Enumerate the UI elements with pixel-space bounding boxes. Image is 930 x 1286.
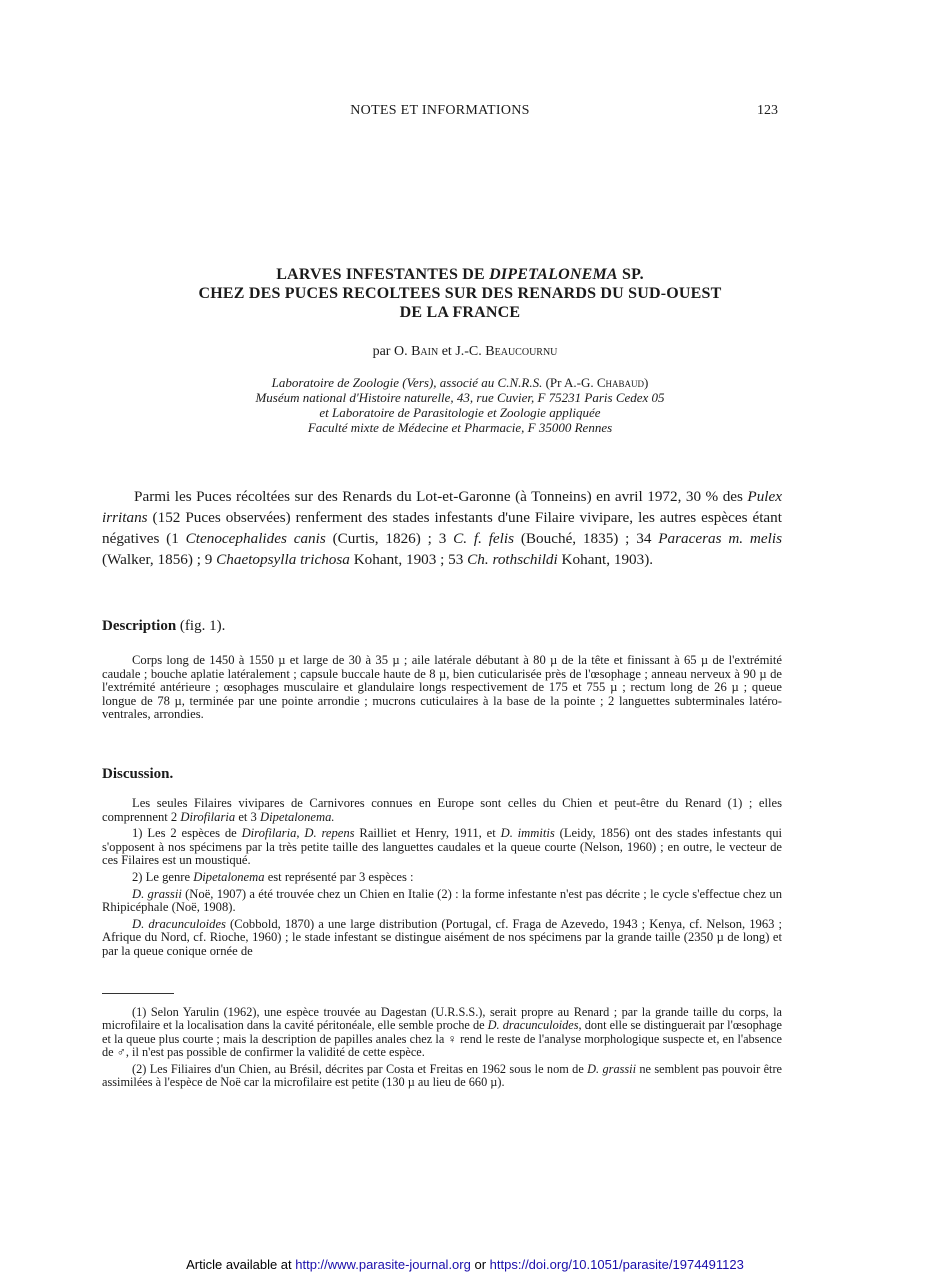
body-text: (Leidy, 1856) ont des stades infestants qui s'opposent à nos spécimens par la très petite taille des languettes caudales et la queue courte (Nelson, 1960) ; en outre, le vecteur de ces Filaires est un moustiqué. — [102, 826, 783, 868]
authors-text: par O. — [372, 344, 412, 359]
footnote-text: (2) Les Filiaires d'un Chien, au Brésil, décrites par Costa et Freitas en 1962 sous le nom de — [132, 1061, 588, 1076]
footnotes — [102, 1006, 782, 1092]
author-line — [0, 344, 930, 360]
body-text: (Noë, 1907) a été trouvée chez un Chien en Italie (2) : la forme infestante n'est pas décrite ; le cycle s'effectue chez un Rhipicéphale (Noë, 1908). — [102, 886, 782, 915]
intro-text: (152 Puces observées) renferment des stades infestants d'une Filaire vivipare, les autres espèces étant négatives (1 — [102, 509, 782, 547]
discussion-paragraph — [102, 918, 782, 959]
title-line-2: CHEZ DES PUCES RECOLTEES SUR DES RENARDS DU SUD-OUEST — [198, 285, 722, 302]
title-line-3: DE LA FRANCE — [399, 304, 521, 321]
discussion-paragraph — [102, 827, 782, 868]
title-genus: DIPETALONEMA — [489, 266, 618, 283]
affiliation-name: Chabaud — [596, 375, 645, 390]
figure-reference: (fig. 1). — [176, 618, 226, 634]
species-name: D. grassii — [587, 1061, 636, 1076]
genus-name: Dipetalonema. — [260, 809, 335, 824]
species-name: Chaetopsylla trichosa — [216, 551, 350, 568]
footnote-2 — [102, 1063, 782, 1090]
discussion-heading: Discussion. — [102, 766, 174, 782]
article-title — [100, 265, 820, 322]
body-text: Les seules Filaires vivipares de Carnivores connues en Europe sont celles du Chien et peut-être du Renard (1) ; elles comprennent 2 — [102, 796, 782, 824]
intro-paragraph — [102, 486, 782, 570]
species-name: D. immitis — [500, 826, 555, 841]
article-availability-footer — [0, 1257, 930, 1272]
availability-text: Article available at — [186, 1257, 296, 1272]
body-text: 1) Les 2 espèces de — [132, 826, 242, 841]
discussion-body — [102, 797, 782, 962]
discussion-paragraph — [102, 797, 782, 824]
page-number: 123 — [757, 103, 778, 118]
title-line-1 — [100, 265, 820, 284]
intro-text: (Curtis, 1826) ; 3 — [325, 530, 454, 547]
species-name: D. dracunculoides — [132, 916, 226, 931]
title-text: SP. — [617, 266, 644, 283]
affiliation — [100, 375, 820, 435]
footnote-text: ne semblent pas pouvoir être assimilées à l'espèce de Noë car la microfilaire est petite (130 µ au lieu de 660 µ). — [102, 1061, 782, 1090]
intro-text: Kohant, 1903). — [557, 551, 654, 568]
affiliation-text: ) — [644, 375, 649, 390]
running-title: NOTES ET INFORMATIONS — [350, 103, 530, 118]
author-name: Bain — [411, 344, 439, 359]
species-name: D. grassii — [132, 886, 182, 901]
affiliation-text: Laboratoire de Zoologie (Vers), associé au C.N.R.S. — [271, 375, 543, 390]
footnote-1 — [102, 1006, 782, 1060]
description-text: Corps long de 1450 à 1550 µ et large de 30 à 35 µ ; aile latérale débutant à 80 µ de la tête et finissant à 65 µ de l'extrémité caudale ; bouche aplatie latéralement ; capsule buccale haute de 8 µ, bien cuticularisée près de l'œsophage ; anneau nerveux à 90 µ de l'extrémité antérieure ; œsophages musculaire et glandulaire longs respectivement de 175 et 755 µ ; rectum long de 26 µ ; queue longue de 78 µ, terminée par une pointe arrondie ; mucrons cuticulaires à la base de la pointe ; 2 languettes subterminales latéro-ventrales, arrondies. — [102, 653, 782, 722]
intro-text: Parmi les Puces récoltées sur des Renards du Lot-et-Garonne (à Tonneins) en avril 1972, 30 % des — [134, 488, 748, 505]
species-name: Pulex irritans — [102, 488, 782, 526]
footnote-text: dont elle se distinguerait par l'œsophage et la queue plus courte ; mais la description de papilles anales chez la ♀ rend le reste de l'analyse morphologique suspecte et, en l'absence de ♂, il n'est pas possible de confirmer la validité de cette espèce. — [102, 1018, 782, 1060]
footnote-text: (1) Selon Yarulin (1962), une espèce trouvée au Dagestan (U.R.S.S.), serait propre au Renard ; par la grande taille du corps, la microfilaire et la localisation dans la cavité péritonéale, elle semble proche de — [102, 1005, 782, 1033]
genus-name: Dipetalonema — [193, 869, 265, 884]
doi-link[interactable]: https://doi.org/10.1051/parasite/1974491123 — [489, 1257, 744, 1272]
authors-text: et J.-C. — [438, 344, 486, 359]
body-text: Railliet et Henry, 1911, et — [354, 826, 501, 841]
species-name: Ctenocephalides canis — [185, 530, 326, 547]
description-heading — [102, 618, 225, 635]
body-text: et 3 — [235, 809, 261, 824]
species-name: Ch. rothschildi — [467, 551, 558, 568]
discussion-paragraph — [102, 888, 782, 915]
affiliation-line-4: Faculté mixte de Médecine et Pharmacie, F 35000 Rennes — [307, 420, 613, 435]
species-name: Paraceras m. melis — [658, 530, 782, 547]
intro-text: Kohant, 1903 ; 53 — [349, 551, 468, 568]
body-text: 2) Le genre — [132, 869, 194, 884]
journal-link[interactable]: http://www.parasite-journal.org — [295, 1257, 471, 1272]
affiliation-line-3: et Laboratoire de Parasitologie et Zoologie appliquée — [319, 405, 601, 420]
discussion-paragraph — [102, 871, 782, 885]
species-name: C. f. felis — [453, 530, 515, 547]
affiliation-text: (Pr A.-G. — [542, 375, 597, 390]
description-body — [102, 654, 782, 725]
intro-text: (Bouché, 1835) ; 34 — [514, 530, 659, 547]
author-name: Beaucournu — [485, 344, 558, 359]
body-text: (Cobbold, 1870) a une large distribution (Portugal, cf. Fraga de Azevedo, 1943 ; Kenya, cf. Nelson, 1963 ; Afrique du Nord, cf. Rioche, 1960) ; le stade infestant se distingue aisément de nos spécimens par la grande taille (2350 µ de long) et par la queue conique ornée de — [102, 916, 782, 958]
affiliation-line-1 — [100, 375, 820, 390]
body-text: est représenté par 3 espèces : — [264, 869, 414, 884]
genus-name: Dirofilaria — [180, 809, 236, 824]
affiliation-line-2: Muséum national d'Histoire naturelle, 43, rue Cuvier, F 75231 Paris Cedex 05 — [255, 390, 665, 405]
intro-text: (Walker, 1856) ; 9 — [102, 551, 217, 568]
species-name: D. dracunculoides, — [487, 1018, 582, 1033]
availability-text: or — [470, 1257, 490, 1272]
species-name: Dirofilaria, D. repens — [241, 826, 355, 841]
footnote-separator — [102, 993, 174, 994]
title-text: LARVES INFESTANTES DE — [276, 266, 490, 283]
heading-text: Description — [102, 618, 177, 634]
